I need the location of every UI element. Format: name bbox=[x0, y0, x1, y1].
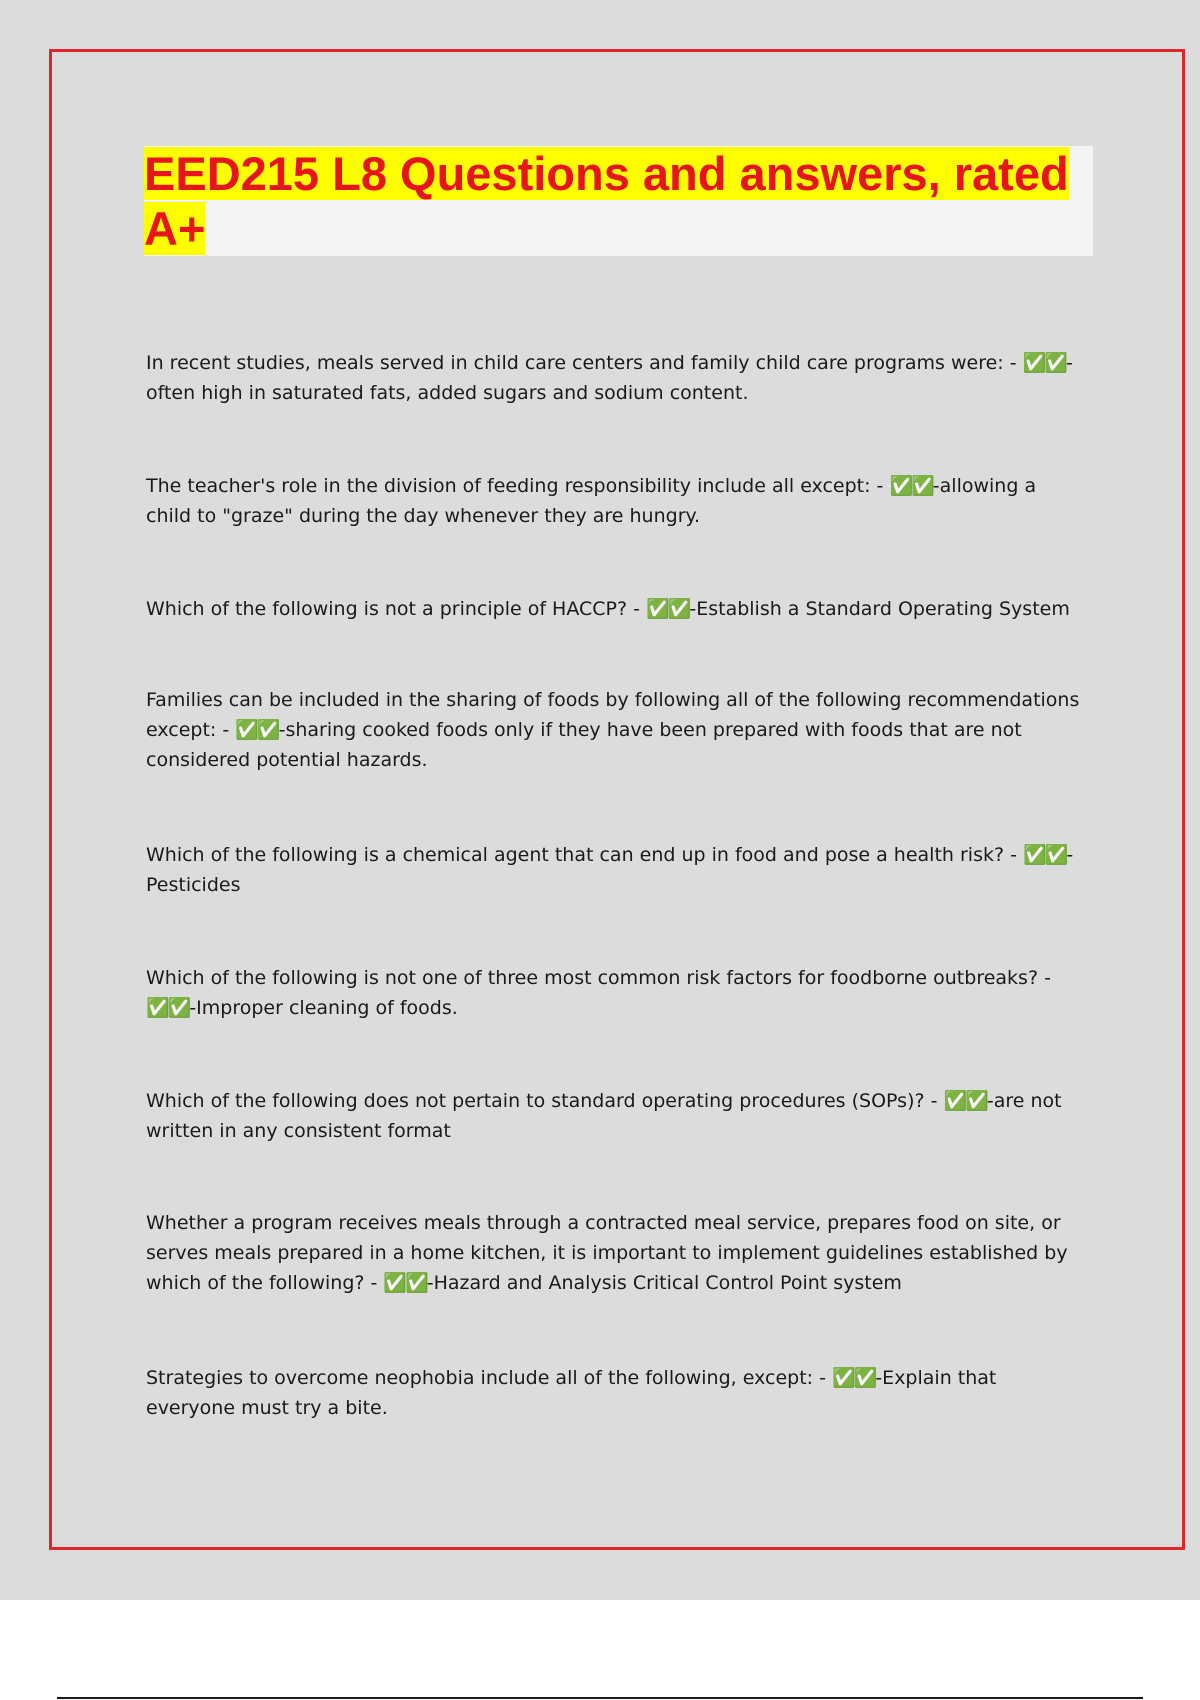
question-text: Which of the following is a chemical agent that can end up in food and pose a health risk? - bbox=[146, 844, 1017, 866]
answer-text: -Establish a Standard Operating System bbox=[689, 598, 1070, 620]
double-check-icon: ✅✅ bbox=[146, 997, 190, 1019]
answer-text: -Pesticides bbox=[146, 844, 1074, 896]
qa-item bbox=[146, 1208, 1086, 1298]
qa-item bbox=[146, 1086, 1086, 1146]
qa-item bbox=[146, 471, 1086, 531]
qa-item bbox=[146, 1363, 1086, 1423]
question-text: Families can be included in the sharing of foods by following all of the following recommendations except: - bbox=[146, 689, 1080, 741]
qa-item bbox=[146, 348, 1086, 408]
question-text: In recent studies, meals served in child care centers and family child care programs were: - bbox=[146, 352, 1017, 374]
double-check-icon: ✅✅ bbox=[1023, 844, 1067, 866]
answer-text: -sharing cooked foods only if they have been prepared with foods that are not considered potential hazards. bbox=[146, 719, 1022, 771]
document-title bbox=[144, 146, 1084, 256]
qa-item bbox=[146, 840, 1086, 900]
answer-text: -often high in saturated fats, added sugars and sodium content. bbox=[146, 352, 1073, 404]
answer-text: -allowing a child to "graze" during the day whenever they are hungry. bbox=[146, 475, 1037, 527]
qa-item bbox=[146, 963, 1086, 1023]
answer-text: -Improper cleaning of foods. bbox=[189, 997, 458, 1019]
answer-text: -are not written in any consistent format bbox=[146, 1090, 1062, 1142]
question-text: Which of the following is not one of three most common risk factors for foodborne outbreaks? - bbox=[146, 967, 1051, 989]
title-highlight: EED215 L8 Questions and answers, rated A+ bbox=[144, 147, 1069, 255]
double-check-icon: ✅✅ bbox=[383, 1272, 427, 1294]
double-check-icon: ✅✅ bbox=[943, 1090, 987, 1112]
page-border bbox=[49, 49, 1185, 1550]
qa-item bbox=[146, 685, 1086, 775]
double-check-icon: ✅✅ bbox=[889, 475, 933, 497]
answer-text: -Explain that everyone must try a bite. bbox=[146, 1367, 997, 1419]
question-text: Which of the following is not a principle of HACCP? - bbox=[146, 598, 640, 620]
double-check-icon: ✅✅ bbox=[646, 598, 690, 620]
footer-divider bbox=[57, 1697, 1143, 1699]
double-check-icon: ✅✅ bbox=[832, 1367, 876, 1389]
qa-item bbox=[146, 594, 1086, 624]
question-text: Whether a program receives meals through a contracted meal service, prepares food on site, or serves meals prepared in a home kitchen, it is important to implement guidelines established by which of the following? - bbox=[146, 1212, 1068, 1294]
double-check-icon: ✅✅ bbox=[1022, 352, 1066, 374]
answer-text: -Hazard and Analysis Critical Control Point system bbox=[426, 1272, 902, 1294]
double-check-icon: ✅✅ bbox=[235, 719, 279, 741]
question-text: Strategies to overcome neophobia include all of the following, except: - bbox=[146, 1367, 826, 1389]
question-text: The teacher's role in the division of feeding responsibility include all except: - bbox=[146, 475, 884, 497]
question-text: Which of the following does not pertain to standard operating procedures (SOPs)? - bbox=[146, 1090, 938, 1112]
